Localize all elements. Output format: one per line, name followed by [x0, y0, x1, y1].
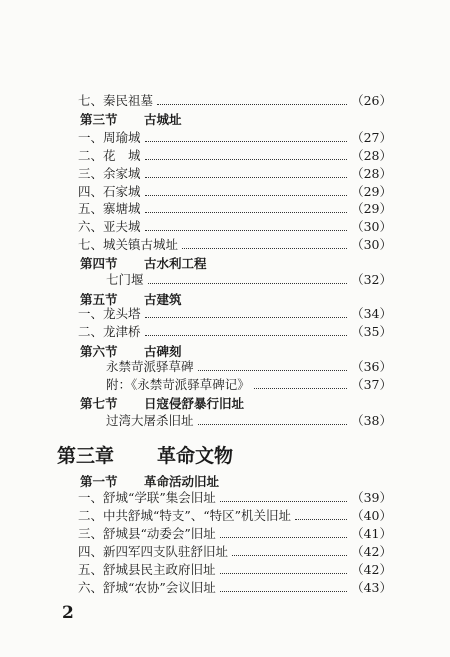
entry-page: （37） [351, 377, 392, 392]
entry-title: 四、石家城 [78, 184, 141, 199]
section-number: 第六节 [80, 344, 118, 359]
dot-leader [254, 380, 347, 389]
toc-entry [106, 270, 392, 288]
toc-entry [78, 322, 392, 340]
dot-leader [220, 583, 347, 592]
dot-leader [145, 187, 348, 196]
entry-page: （32） [351, 272, 392, 287]
toc-entry [106, 357, 392, 375]
entry-title: 四、新四军四支队驻舒旧址 [78, 544, 229, 559]
entry-page: （39） [351, 490, 392, 505]
page-number: 2 [62, 603, 74, 623]
toc-entry [106, 375, 392, 393]
chapter-heading [57, 441, 233, 468]
entry-page: （38） [351, 413, 392, 428]
toc-entry [78, 199, 392, 217]
entry-page: （41） [351, 526, 392, 541]
entry-title: 七、秦民祖墓 [78, 93, 154, 108]
entry-title: 永禁苛派驿草碑 [106, 359, 194, 374]
entry-title: 二、龙津桥 [78, 324, 141, 339]
entry-page: （29） [351, 201, 392, 216]
toc-entry [78, 91, 392, 109]
dot-leader [295, 511, 347, 520]
toc-entry [78, 578, 392, 596]
section-title: 古碑刻 [144, 344, 182, 359]
entry-page: （35） [351, 324, 392, 339]
entry-page: （28） [351, 166, 392, 181]
entry-title: 一、周瑜城 [78, 130, 141, 145]
entry-title: 七、城关镇古城址 [78, 237, 179, 252]
toc-entry [78, 235, 392, 253]
chapter-number: 第三章 [57, 445, 115, 467]
toc-entry [78, 164, 392, 182]
entry-page: （42） [351, 562, 392, 577]
section-heading [80, 394, 244, 412]
dot-leader [198, 416, 348, 425]
entry-page: （27） [351, 130, 392, 145]
section-title: 日寇侵舒暴行旧址 [144, 396, 245, 411]
toc-entry [78, 506, 392, 524]
section-title: 革命活动旧址 [144, 474, 220, 489]
dot-leader [220, 565, 348, 574]
toc-entry [78, 304, 392, 322]
dot-leader [145, 222, 348, 231]
entry-page: （30） [351, 219, 392, 234]
toc-entry [78, 128, 392, 146]
dot-leader [148, 275, 348, 284]
section-number: 第五节 [80, 292, 118, 307]
section-number: 第四节 [80, 256, 118, 271]
toc-entry [78, 182, 392, 200]
dot-leader [145, 327, 348, 336]
entry-title: 六、舒城“农协”会议旧址 [78, 580, 216, 595]
entry-page: （26） [351, 93, 392, 108]
entry-page: （42） [351, 544, 392, 559]
entry-title: 过湾大屠杀旧址 [106, 413, 194, 428]
dot-leader [145, 309, 348, 318]
toc-entry [78, 217, 392, 235]
entry-page: （43） [351, 580, 392, 595]
entry-title: 附：《永禁苛派驿草碑记》 [106, 377, 250, 392]
toc-entry [78, 524, 392, 542]
entry-page: （40） [351, 508, 392, 523]
dot-leader [145, 169, 348, 178]
dot-leader [220, 529, 347, 538]
entry-title: 三、余家城 [78, 166, 141, 181]
dot-leader [145, 133, 348, 142]
dot-leader [182, 240, 347, 249]
entry-page: （34） [351, 306, 392, 321]
entry-page: （30） [351, 237, 392, 252]
section-number: 第三节 [80, 112, 118, 127]
dot-leader [145, 204, 348, 213]
dot-leader [198, 362, 348, 371]
dot-leader [145, 151, 348, 160]
toc-entry [78, 488, 392, 506]
entry-title: 六、亚夫城 [78, 219, 141, 234]
toc-entry [78, 542, 392, 560]
section-number: 第七节 [80, 396, 118, 411]
entry-title: 三、舒城县“动委会”旧址 [78, 526, 216, 541]
section-title: 古城址 [144, 112, 182, 127]
section-title: 古水利工程 [144, 256, 207, 271]
entry-title: 二、花 城 [78, 148, 141, 163]
entry-title: 七门堰 [106, 272, 144, 287]
entry-title: 一、舒城“学联”集会旧址 [78, 490, 216, 505]
dot-leader [220, 493, 347, 502]
dot-leader [157, 96, 347, 105]
section-title: 古建筑 [144, 292, 182, 307]
entry-title: 五、舒城县民主政府旧址 [78, 562, 216, 577]
entry-page: （28） [351, 148, 392, 163]
entry-page: （29） [351, 184, 392, 199]
entry-title: 一、龙头塔 [78, 306, 141, 321]
entry-title: 五、寨塘城 [78, 201, 141, 216]
chapter-title: 革命文物 [157, 445, 234, 467]
entry-page: （36） [351, 359, 392, 374]
entry-title: 二、中共舒城“特支”、“特区”机关旧址 [78, 508, 292, 523]
toc-entry [78, 146, 392, 164]
toc-entry [78, 560, 392, 578]
toc-entry [106, 411, 392, 429]
section-heading [80, 110, 182, 128]
dot-leader [232, 547, 347, 556]
section-number: 第一节 [80, 474, 118, 489]
